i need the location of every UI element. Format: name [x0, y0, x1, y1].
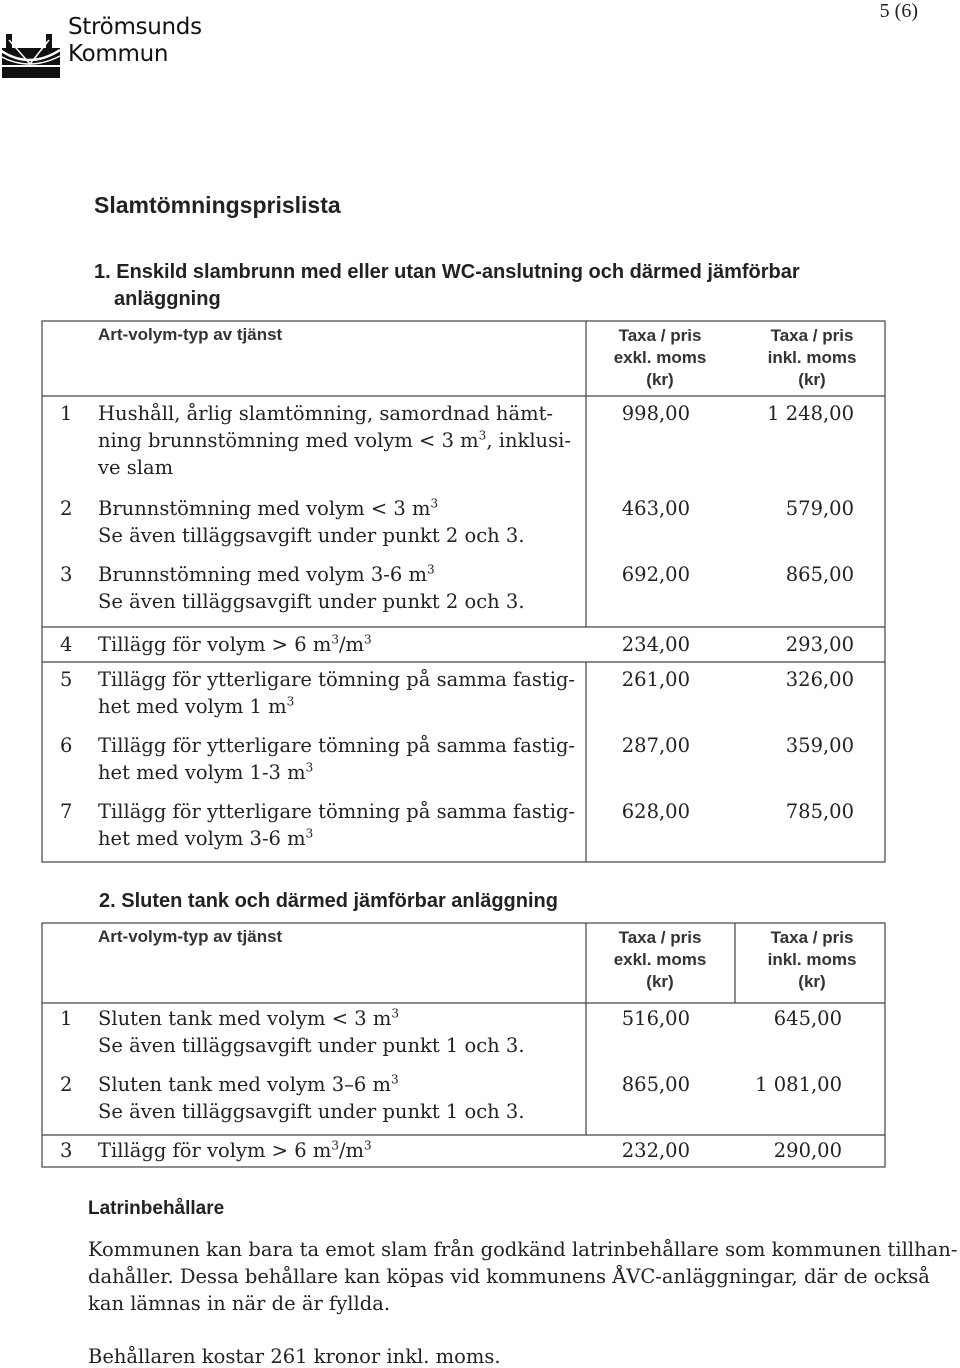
price-excl: 628,00 [621, 800, 690, 823]
row-line: Se även tilläggsavgift under punkt 1 och 3. [98, 1034, 525, 1057]
row-number: 2 [60, 497, 73, 520]
section2-title: 2. Sluten tank och därmed jämförbar anläggning [99, 890, 558, 912]
row-line [98, 561, 588, 588]
row-line-text: ning brunnstömning med volym < 3 m [98, 429, 479, 452]
row-text [98, 561, 588, 615]
section2-col-service: Art-volym-typ av tjänst [98, 927, 283, 946]
superscript: 3 [478, 428, 487, 443]
row-number: 2 [60, 1073, 73, 1096]
price-excl: 261,00 [621, 668, 690, 691]
latrin-cost: Behållaren kostar 261 kronor inkl. moms. [88, 1345, 501, 1368]
row-line-text: het med volym 3-6 m [98, 827, 306, 850]
latrin-paragraph: Kommunen kan bara ta emot slam från godkänd latrinbehållare som kommunen tillhandahåller. Dessa behållare kan köpas vid kommunens ÅVC-anläggningar, där de också kan lämnas in när de är fyllda. [88, 1238, 958, 1315]
row-line [98, 631, 588, 658]
superscript: 3 [305, 760, 314, 775]
row-line-text: Tillägg för volym > 6 m [98, 633, 332, 656]
section2-col-incl-l1: Taxa / pris [770, 928, 854, 947]
superscript: 3 [430, 496, 439, 511]
row-line-text: Sluten tank med volym < 3 m [98, 1007, 392, 1030]
row-text [98, 1005, 588, 1059]
row-line-text: /m [338, 1139, 365, 1162]
price-incl: 785,00 [785, 800, 854, 823]
row-line [98, 1137, 588, 1164]
price-incl: 290,00 [773, 1139, 842, 1162]
row-line: Se även tilläggsavgift under punkt 1 och 3. [98, 1100, 525, 1123]
section2-col-excl-l3: (kr) [646, 972, 674, 991]
price-incl: 865,00 [785, 563, 854, 586]
price-excl: 463,00 [621, 497, 690, 520]
row-number: 4 [60, 633, 73, 656]
price-incl: 1 081,00 [755, 1073, 842, 1096]
row-number: 5 [60, 668, 73, 691]
row-text [98, 400, 588, 481]
superscript: 3 [305, 826, 314, 841]
price-incl: 359,00 [785, 734, 854, 757]
row-line: Hushåll, årlig slamtömning, samordnad hämt- [98, 402, 554, 425]
row-text [98, 798, 588, 852]
section1-col-excl-l1: Taxa / pris [618, 326, 702, 345]
price-incl: 1 248,00 [767, 402, 854, 425]
latrin-title: Latrinbehållare [88, 1198, 225, 1219]
row-number: 3 [60, 1139, 73, 1162]
section1-title-line2: anläggning [114, 288, 221, 310]
row-line: Tillägg för ytterligare tömning på samma fastig- [98, 668, 576, 691]
row-text [98, 666, 588, 720]
row-number: 6 [60, 734, 73, 757]
row-line-text: het med volym 1 m [98, 695, 287, 718]
row-line [98, 495, 588, 522]
price-excl: 232,00 [621, 1139, 690, 1162]
row-line [98, 1071, 588, 1098]
section2-col-incl-l3: (kr) [798, 972, 826, 991]
row-number: 3 [60, 563, 73, 586]
price-incl: 293,00 [785, 633, 854, 656]
row-line-text: Sluten tank med volym 3–6 m [98, 1073, 391, 1096]
logo-line-1: Strömsunds [68, 14, 202, 40]
section1-col-incl-l2: inkl. moms [767, 348, 857, 367]
price-excl: 865,00 [621, 1073, 690, 1096]
row-line-text: het med volym 1-3 m [98, 761, 306, 784]
row-line [98, 693, 588, 720]
section1-col-excl-l3: (kr) [646, 370, 674, 389]
section1-col-excl [598, 325, 722, 391]
row-text [98, 732, 588, 786]
section1-col-incl-l3: (kr) [798, 370, 826, 389]
price-excl: 692,00 [621, 563, 690, 586]
row-line [98, 825, 588, 852]
section2-col-excl-l1: Taxa / pris [618, 928, 702, 947]
row-line: Tillägg för ytterligare tömning på samma fastig- [98, 734, 576, 757]
row-line: Se även tilläggsavgift under punkt 2 och 3. [98, 524, 525, 547]
superscript: 3 [391, 1006, 400, 1021]
price-excl: 287,00 [621, 734, 690, 757]
row-line: Se även tilläggsavgift under punkt 2 och 3. [98, 590, 525, 613]
section1-col-service: Art-volym-typ av tjänst [98, 325, 283, 344]
row-number: 1 [60, 1007, 73, 1030]
superscript: 3 [286, 694, 295, 709]
row-line [98, 759, 588, 786]
price-incl: 579,00 [785, 497, 854, 520]
section1-col-incl [750, 325, 874, 391]
row-text [98, 1071, 588, 1125]
superscript: 3 [331, 632, 339, 647]
superscript: 3 [391, 1072, 399, 1087]
superscript: 3 [364, 1138, 372, 1153]
section2-col-incl [750, 927, 874, 993]
section1-title-line1: 1. Enskild slambrunn med eller utan WC-anslutning och därmed jämförbar [94, 261, 800, 283]
row-line [98, 427, 588, 454]
price-excl: 998,00 [621, 402, 690, 425]
superscript: 3 [331, 1138, 339, 1153]
row-text [98, 495, 588, 549]
section1-col-incl-l1: Taxa / pris [770, 326, 854, 345]
price-incl: 326,00 [785, 668, 854, 691]
section2-col-excl [598, 927, 722, 993]
row-line: Tillägg för ytterligare tömning på samma fastig- [98, 800, 576, 823]
superscript: 3 [426, 562, 435, 577]
superscript: 3 [364, 632, 372, 647]
price-excl: 516,00 [621, 1007, 690, 1030]
row-line [98, 1005, 588, 1032]
row-line: ve slam [98, 456, 174, 479]
page-number: 5 (6) [879, 0, 918, 22]
row-text [98, 1137, 588, 1164]
section1-col-excl-l2: exkl. moms [613, 348, 707, 367]
row-text [98, 631, 588, 658]
row-number: 1 [60, 402, 73, 425]
section2-col-incl-l2: inkl. moms [767, 950, 857, 969]
row-line-text: Brunnstömning med volym 3-6 m [98, 563, 427, 586]
section2-col-excl-l2: exkl. moms [613, 950, 707, 969]
logo-line-2: Kommun [68, 41, 169, 67]
price-incl: 645,00 [773, 1007, 842, 1030]
page-title: Slamtömningsprislista [94, 192, 341, 218]
price-excl: 234,00 [621, 633, 690, 656]
row-line-text: /m [338, 633, 365, 656]
row-line-text: Tillägg för volym > 6 m [98, 1139, 332, 1162]
row-number: 7 [60, 800, 73, 823]
row-line-text: , inklusi- [486, 429, 571, 452]
row-line-text: Brunnstömning med volym < 3 m [98, 497, 431, 520]
